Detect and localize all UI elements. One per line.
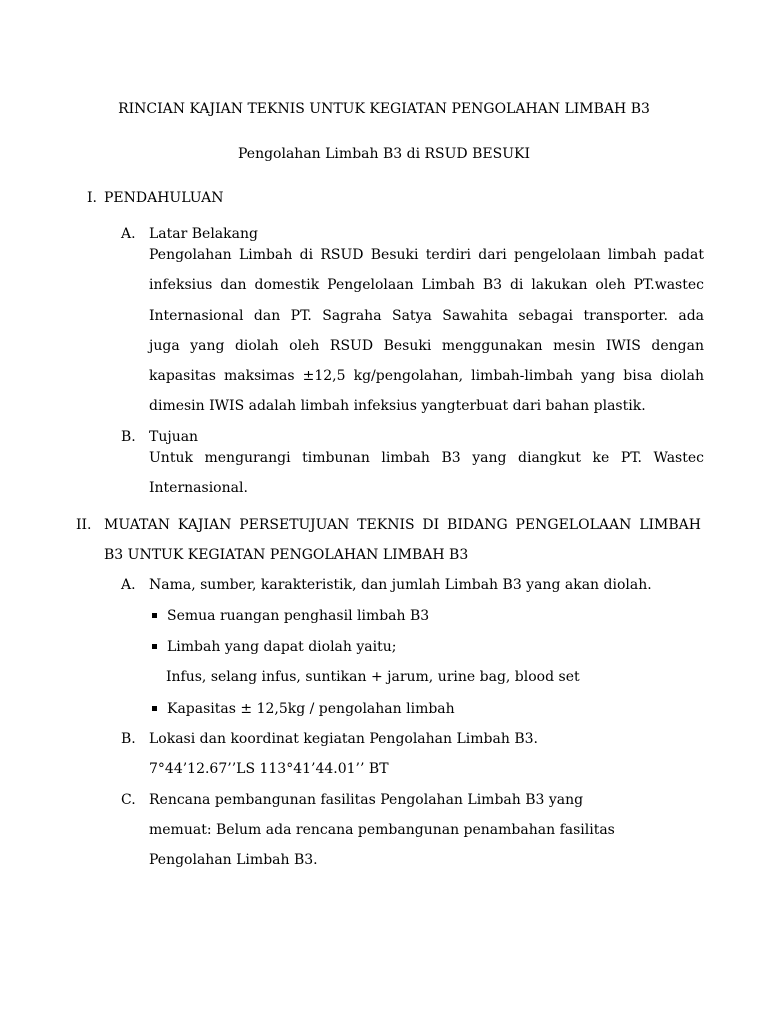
paragraph-line: kapasitas maksimas ±12,5 kg/pengolahan, limbah-limbah yang bisa diolah	[149, 368, 704, 384]
section-1b-heading: Tujuan	[149, 429, 199, 445]
coordinates-text: 7°44’12.67’’LS 113°41’44.01’’ BT	[149, 761, 389, 777]
bullet-item: Kapasitas ± 12,5kg / pengolahan limbah	[167, 701, 455, 717]
section-1-heading: PENDAHULUAN	[104, 190, 224, 206]
paragraph-line-last: Pengolahan Limbah B3.	[149, 852, 318, 868]
paragraph-line-last: Internasional.	[149, 480, 248, 496]
section-2-heading-line1: MUATAN KAJIAN PERSETUJUAN TEKNIS DI BIDANG PENGELOLAAN LIMBAH	[104, 517, 701, 533]
paragraph-line: memuat: Belum ada rencana pembangunan penambahan fasilitas	[149, 822, 615, 838]
section-2c-letter: C.	[121, 792, 136, 808]
section-1-numeral: I.	[87, 190, 97, 206]
section-1b-letter: B.	[121, 429, 136, 445]
document-subtitle: Pengolahan Limbah B3 di RSUD BESUKI	[238, 146, 530, 162]
bullet-item: Semua ruangan penghasil limbah B3	[167, 608, 430, 624]
document-title: RINCIAN KAJIAN TEKNIS UNTUK KEGIATAN PENGOLAHAN LIMBAH B3	[118, 101, 650, 117]
paragraph-line: Untuk mengurangi timbunan limbah B3 yang diangkut ke PT. Wastec	[149, 450, 704, 466]
section-2b-text: Lokasi dan koordinat kegiatan Pengolahan Limbah B3.	[149, 731, 538, 747]
bullet-square-icon	[152, 706, 157, 711]
section-2a-text: Nama, sumber, karakteristik, dan jumlah Limbah B3 yang akan diolah.	[149, 577, 652, 593]
section-1a-heading: Latar Belakang	[149, 226, 258, 242]
bullet-square-icon	[152, 644, 157, 649]
bullet-item-continuation: Infus, selang infus, suntikan + jarum, urine bag, blood set	[166, 669, 580, 685]
section-2a-letter: A.	[121, 577, 136, 593]
paragraph-line: Rencana pembangunan fasilitas Pengolahan Limbah B3 yang	[149, 792, 584, 808]
section-2-heading-line2: B3 UNTUK KEGIATAN PENGOLAHAN LIMBAH B3	[104, 547, 469, 563]
bullet-square-icon	[152, 613, 157, 618]
section-2b-letter: B.	[121, 731, 136, 747]
paragraph-line: infeksius dan domestik Pengelolaan Limbah B3 di lakukan oleh PT.wastec	[149, 277, 704, 293]
paragraph-line: Internasional dan PT. Sagraha Satya Sawahita sebagai transporter. ada	[149, 308, 704, 324]
paragraph-line: Pengolahan Limbah di RSUD Besuki terdiri dari pengelolaan limbah padat	[149, 247, 704, 263]
paragraph-line: juga yang diolah oleh RSUD Besuki menggunakan mesin IWIS dengan	[149, 338, 704, 354]
bullet-item: Limbah yang dapat diolah yaitu;	[167, 639, 397, 655]
paragraph-line-last: dimesin IWIS adalah limbah infeksius yangterbuat dari bahan plastik.	[149, 398, 646, 414]
section-2-numeral: II.	[76, 517, 92, 533]
section-1a-letter: A.	[121, 226, 136, 242]
